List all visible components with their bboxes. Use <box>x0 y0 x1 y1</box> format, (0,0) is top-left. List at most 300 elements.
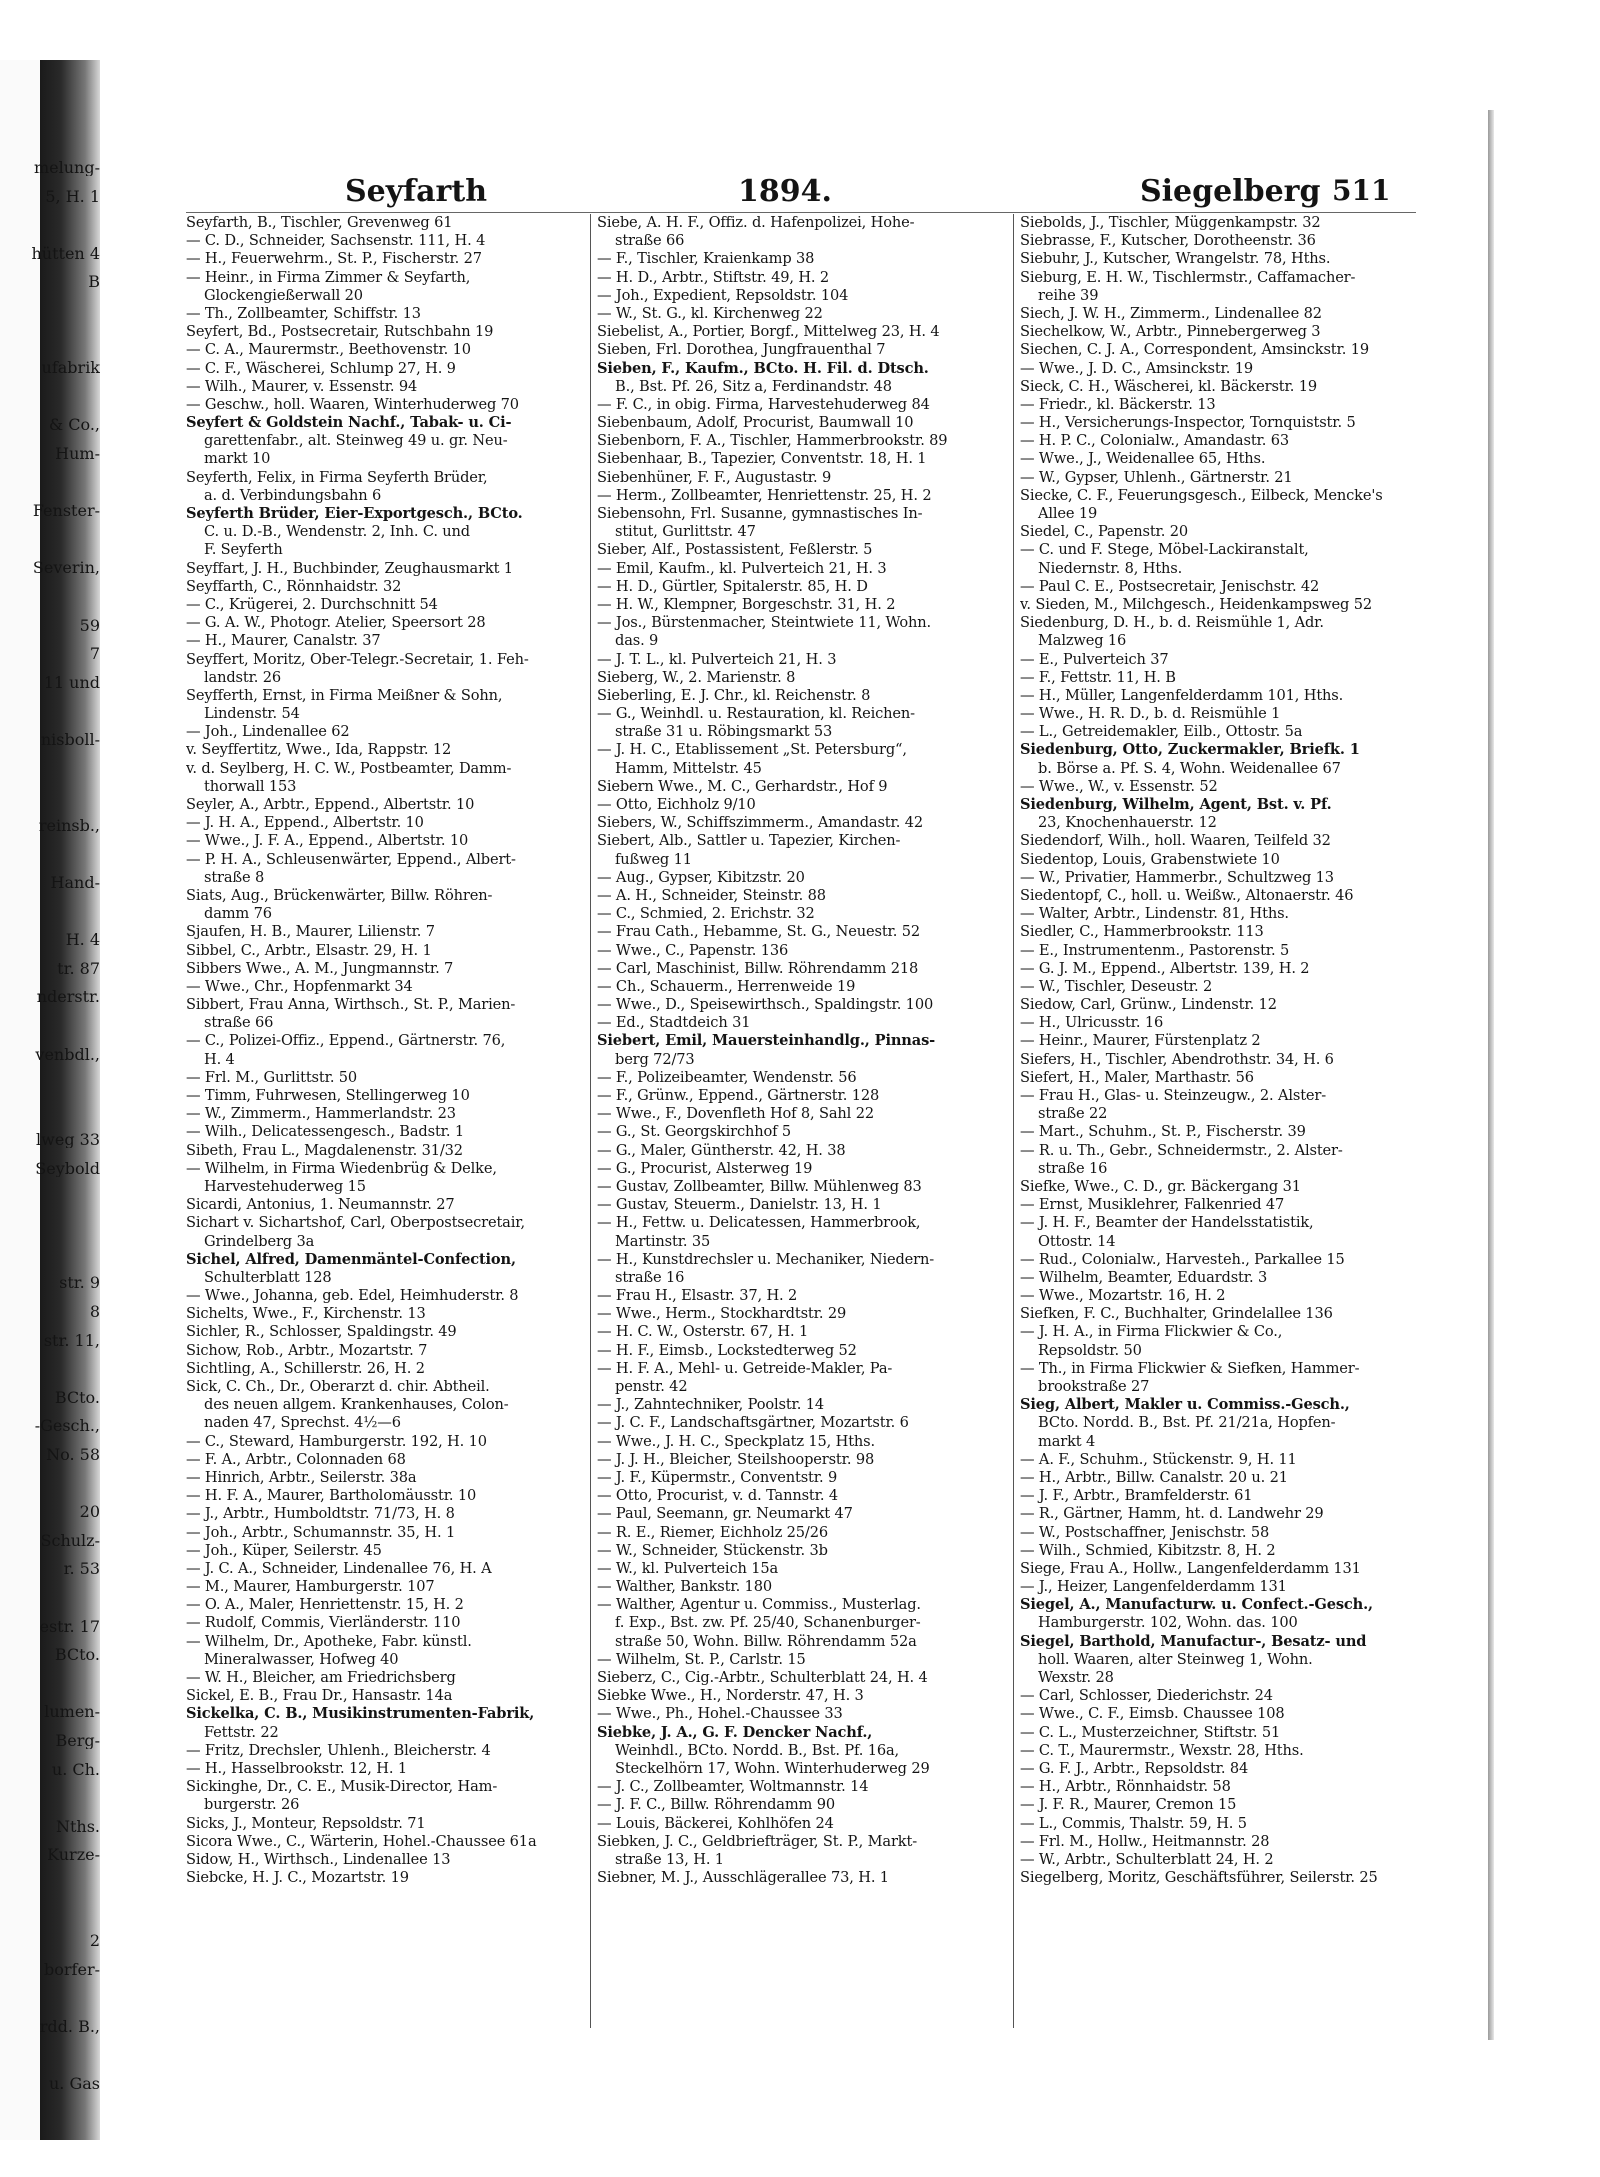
directory-line: Siedenburg, Wilhelm, Agent, Bst. v. Pf. <box>1020 796 1332 813</box>
directory-line: — F. A., Arbtr., Colonnaden 68 <box>186 1450 406 1468</box>
directory-line: Sicardi, Antonius, 1. Neumannstr. 27 <box>186 1196 455 1214</box>
left-page-fragment: 7 <box>89 646 100 663</box>
directory-line: Sieburg, E. H. W., Tischlermstr., Caffamacher- <box>1020 268 1356 286</box>
directory-line: — J. C., Zollbeamter, Woltmannstr. 14 <box>597 1778 869 1796</box>
directory-line: Sieber, Alf., Postassistent, Feßlerstr. 5 <box>597 541 873 559</box>
directory-line: Sibbel, C., Arbtr., Elsastr. 29, H. 1 <box>186 941 432 959</box>
directory-line: — H. D., Arbtr., Stiftstr. 49, H. 2 <box>597 268 830 286</box>
directory-line: Siebensohn, Frl. Susanne, gymnastisches In- <box>597 505 923 522</box>
directory-line: straße 66 <box>615 232 685 250</box>
directory-line: Siats, Aug., Brückenwärter, Billw. Röhren- <box>186 886 493 904</box>
directory-line: — C. D., Schneider, Sachsenstr. 111, H. 4 <box>186 232 486 250</box>
directory-line: Siebenhaar, B., Tapezier, Conventstr. 18, H. 1 <box>597 450 927 468</box>
directory-line: — H., Ulricusstr. 16 <box>1020 1014 1164 1032</box>
directory-line: Siechen, C. J. A., Correspondent, Amsinckstr. 19 <box>1020 341 1369 359</box>
left-page-fragment: Schulz- <box>40 1532 100 1549</box>
left-page-fragment: lweg 33 <box>36 1132 100 1149</box>
directory-line: — Wwe., J. H. C., Speckplatz 15, Hths. <box>597 1432 876 1450</box>
directory-line: Seyferth Brüder, Eier-Exportgesch., BCto. <box>186 505 523 522</box>
directory-line: — H., Kunstdrechsler u. Mechaniker, Niedern- <box>597 1250 935 1268</box>
directory-line: — Paul, Seemann, gr. Neumarkt 47 <box>597 1505 853 1523</box>
directory-line: — Aug., Gypser, Kibitzstr. 20 <box>597 868 805 886</box>
directory-line: Sieberg, W., 2. Marienstr. 8 <box>597 668 796 686</box>
directory-line: 23, Knochenhauerstr. 12 <box>1038 814 1217 832</box>
directory-line: Siefert, H., Maler, Marthastr. 56 <box>1020 1068 1254 1086</box>
directory-line: H. 4 <box>204 1050 235 1068</box>
directory-line: — Paul C. E., Postsecretair, Jenischstr. 42 <box>1020 577 1320 595</box>
directory-line: Sjaufen, H. B., Maurer, Lilienstr. 7 <box>186 923 435 941</box>
left-page-fragments <box>0 160 100 2093</box>
directory-line: — J. C. F., Landschaftsgärtner, Mozartstr. 6 <box>597 1414 909 1432</box>
directory-line: — G. J. M., Eppend., Albertstr. 139, H. 2 <box>1020 959 1310 977</box>
directory-line: Glockengießerwall 20 <box>204 286 363 304</box>
directory-line: BCto. Nordd. B., Bst. Pf. 21/21a, Hopfen- <box>1038 1414 1336 1432</box>
directory-line: Sichelts, Wwe., F., Kirchenstr. 13 <box>186 1305 426 1323</box>
directory-line: b. Börse a. Pf. S. 4, Wohn. Weidenallee 67 <box>1038 759 1341 777</box>
directory-line: — C. L., Musterzeichner, Stiftstr. 51 <box>1020 1723 1281 1741</box>
directory-line: — Rud., Colonialw., Harvesteh., Parkallee 15 <box>1020 1250 1345 1268</box>
directory-line: Sibbers Wwe., A. M., Jungmannstr. 7 <box>186 959 454 977</box>
directory-line: Siechelkow, W., Arbtr., Pinnebergerweg 3 <box>1020 323 1321 341</box>
directory-line: Harvestehuderweg 15 <box>204 1177 366 1195</box>
directory-line: Sidow, H., Wirthsch., Lindenallee 13 <box>186 1850 451 1868</box>
directory-line: — H. W., Klempner, Borgeschstr. 31, H. 2 <box>597 595 896 613</box>
directory-line: a. d. Verbindungsbahn 6 <box>204 486 382 504</box>
directory-line: — W., St. G., kl. Kirchenweg 22 <box>597 304 823 322</box>
left-page-fragment: borfer- <box>44 1961 100 1978</box>
directory-line: Sichow, Rob., Arbtr., Mozartstr. 7 <box>186 1341 428 1359</box>
directory-line: — Joh., Expedient, Repsoldstr. 104 <box>597 286 849 304</box>
directory-line: Siebenhüner, F. F., Augustastr. 9 <box>597 468 832 486</box>
directory-line: straße 16 <box>615 1268 685 1286</box>
header-first-entry: Seyfarth <box>345 174 488 209</box>
directory-line: — Walter, Arbtr., Lindenstr. 81, Hths. <box>1020 905 1289 923</box>
directory-line: straße 13, H. 1 <box>615 1850 724 1868</box>
left-page-fragment: 2 <box>89 1933 100 1950</box>
directory-line: C. u. D.-B., Wendenstr. 2, Inh. C. und <box>204 523 470 541</box>
directory-line: straße 8 <box>204 868 265 886</box>
directory-line: — Wilhelm, Dr., Apotheke, Fabr. künstl. <box>186 1632 472 1650</box>
directory-line: straße 22 <box>1038 1105 1108 1123</box>
directory-line: Grindelberg 3a <box>204 1232 315 1250</box>
directory-line: Siegelberg, Moritz, Geschäftsführer, Seilerstr. 25 <box>1020 1869 1378 1887</box>
directory-line: Siefken, F. C., Buchhalter, Grindelallee 136 <box>1020 1305 1333 1323</box>
directory-line: Siecke, C. F., Feuerungsgesch., Eilbeck, Mencke's <box>1020 486 1383 504</box>
directory-line: damm 76 <box>204 905 272 923</box>
directory-line: Wexstr. 28 <box>1038 1669 1114 1686</box>
directory-line: Siech, J. W. H., Zimmerm., Lindenallee 82 <box>1020 304 1322 322</box>
left-page-fragment: & Co., <box>48 417 100 434</box>
directory-line: — G., Maler, Güntherstr. 42, H. 38 <box>597 1141 846 1159</box>
directory-line: — Wilh., Delicatessengesch., Badstr. 1 <box>186 1123 465 1141</box>
left-page-fragment: str. 9 <box>59 1275 100 1292</box>
directory-line: — H. F. A., Maurer, Bartholomäusstr. 10 <box>186 1487 477 1505</box>
directory-line: Allee 19 <box>1038 505 1098 522</box>
directory-line: — J. F., Küpermstr., Conventstr. 9 <box>597 1468 838 1486</box>
directory-line: — H., Maurer, Canalstr. 37 <box>186 632 381 650</box>
directory-column-1 <box>186 214 583 2028</box>
left-page-fragment: ufabrik <box>41 360 100 377</box>
directory-line: — G. F. J., Arbtr., Repsoldstr. 84 <box>1020 1759 1249 1777</box>
left-page-fragment: u. Ch. <box>51 1761 100 1778</box>
directory-line: — Wwe., W., v. Essenstr. 52 <box>1020 777 1218 795</box>
directory-line: berg 72/73 <box>615 1050 695 1068</box>
page-edge <box>1488 110 1494 2040</box>
directory-line: markt 4 <box>1038 1432 1096 1450</box>
directory-column-2 <box>597 214 1007 2028</box>
left-page-fragment: 20 <box>79 1504 100 1521</box>
directory-line: — Gustav, Zollbeamter, Billw. Mühlenweg 83 <box>597 1177 922 1195</box>
directory-line: brookstraße 27 <box>1038 1378 1150 1395</box>
directory-line: Sickelka, C. B., Musikinstrumenten-Fabrik, <box>186 1705 535 1723</box>
directory-line: Siedendorf, Wilh., holl. Waaren, Teilfeld 32 <box>1020 832 1331 850</box>
directory-line: — F., Grünw., Eppend., Gärtnerstr. 128 <box>597 1087 880 1104</box>
directory-line: — Emil, Kaufm., kl. Pulverteich 21, H. 3 <box>597 559 887 577</box>
left-page-fragment: Severin, <box>32 560 100 577</box>
header-last-entry: Siegelberg <box>1140 174 1321 209</box>
directory-line: — Wilhelm, Beamter, Eduardstr. 3 <box>1020 1268 1268 1286</box>
left-page-fragment: melung- <box>33 160 100 176</box>
directory-line: — C. T., Maurermstr., Wexstr. 28, Hths. <box>1020 1741 1304 1759</box>
directory-line: naden 47, Sprechst. 4½—6 <box>204 1414 401 1432</box>
directory-line: — H., Arbtr., Rönnhaidstr. 58 <box>1020 1778 1231 1796</box>
directory-line: — W. H., Bleicher, am Friedrichsberg <box>186 1669 456 1686</box>
directory-line: Siebern Wwe., M. C., Gerhardstr., Hof 9 <box>597 777 888 795</box>
left-page-fragment: Hum- <box>55 446 100 462</box>
directory-line: — Geschw., holl. Waaren, Winterhuderweg 70 <box>186 395 519 413</box>
directory-line: — L., Getreidemakler, Eilb., Ottostr. 5a <box>1020 723 1303 741</box>
directory-line: — Wwe., F., Dovenfleth Hof 8, Sahl 22 <box>597 1105 874 1123</box>
directory-line: — J. H. C., Etablissement „St. Petersburg“, <box>597 741 907 759</box>
directory-line: — Wilh., Maurer, v. Essenstr. 94 <box>186 377 418 395</box>
directory-line: Sickel, E. B., Frau Dr., Hansastr. 14a <box>186 1687 453 1705</box>
directory-line: — E., Instrumentenm., Pastorenstr. 5 <box>1020 941 1290 959</box>
directory-line: — Jos., Bürstenmacher, Steintwiete 11, Wohn. <box>597 614 932 632</box>
directory-line: — H. P. C., Colonialw., Amandastr. 63 <box>1020 432 1289 450</box>
directory-line: Siebelist, A., Portier, Borgf., Mittelweg 23, H. 4 <box>597 323 940 341</box>
directory-line: — F., Fettstr. 11, H. B <box>1020 668 1176 686</box>
directory-line: — G., Procurist, Alsterweg 19 <box>597 1159 813 1177</box>
directory-line: straße 66 <box>204 1014 274 1032</box>
directory-line: — J. F., Arbtr., Bramfelderstr. 61 <box>1020 1487 1253 1505</box>
directory-line: Siebolds, J., Tischler, Müggenkampstr. 32 <box>1020 214 1321 231</box>
left-page-fragment: H. 4 <box>65 932 100 949</box>
directory-line: Siebenborn, F. A., Tischler, Hammerbrookstr. 89 <box>597 432 948 450</box>
directory-line: — Louis, Bäckerei, Kohlhöfen 24 <box>597 1814 834 1832</box>
directory-line: — W., Gypser, Uhlenh., Gärtnerstr. 21 <box>1020 468 1293 486</box>
header-rule <box>186 212 1416 213</box>
directory-line: — C., Steward, Hamburgerstr. 192, H. 10 <box>186 1432 487 1450</box>
page-header <box>150 174 1420 214</box>
directory-line: das. 9 <box>615 632 659 650</box>
directory-line: — J., Arbtr., Humboldtstr. 71/73, H. 8 <box>186 1505 455 1523</box>
directory-line: — Timm, Fuhrwesen, Stellingerweg 10 <box>186 1087 470 1104</box>
directory-line: — J. F. R., Maurer, Cremon 15 <box>1020 1796 1237 1814</box>
directory-line: — Otto, Procurist, v. d. Tannstr. 4 <box>597 1487 838 1505</box>
directory-line: Hamm, Mittelstr. 45 <box>615 759 762 777</box>
directory-line: Sibeth, Frau L., Magdalenenstr. 31/32 <box>186 1141 463 1159</box>
directory-line: Sieben, Frl. Dorothea, Jungfrauenthal 7 <box>597 341 886 359</box>
left-page-fragment: -Gesch., <box>34 1418 100 1435</box>
directory-line: Siege, Frau A., Hollw., Langenfelderdamm 131 <box>1020 1559 1361 1577</box>
directory-line: — Wwe., J., Weidenallee 65, Hths. <box>1020 450 1266 468</box>
directory-line: — Wilhelm, in Firma Wiedenbrüg & Delke, <box>186 1159 497 1177</box>
left-page-fragment: Fenster- <box>32 503 100 520</box>
directory-line: — R. E., Riemer, Eichholz 25/26 <box>597 1523 828 1541</box>
directory-line: Siebers, W., Schiffszimmerm., Amandastr. 42 <box>597 814 923 832</box>
directory-line: fußweg 11 <box>615 850 692 868</box>
directory-line: burgerstr. 26 <box>204 1796 300 1814</box>
column-rule-2 <box>1013 214 1014 2028</box>
left-page-fragment: rdd. B., <box>39 2019 100 2035</box>
directory-line: des neuen allgem. Krankenhauses, Colon- <box>204 1396 509 1414</box>
directory-line: holl. Waaren, alter Steinweg 1, Wohn. <box>1038 1650 1313 1668</box>
directory-line: Siegel, A., Manufacturw. u. Confect.-Gesch., <box>1020 1596 1373 1614</box>
directory-line: v. Seyffertitz, Wwe., Ida, Rappstr. 12 <box>186 741 452 759</box>
directory-line: — Gustav, Steuerm., Danielstr. 13, H. 1 <box>597 1196 882 1214</box>
directory-line: F. Seyferth <box>204 541 283 559</box>
directory-line: Siedentopf, C., holl. u. Weißw., Altonaerstr. 46 <box>1020 886 1354 904</box>
directory-line: B., Bst. Pf. 26, Sitz a, Ferdinandstr. 48 <box>615 377 892 395</box>
directory-line: Seyffart, J. H., Buchbinder, Zeughausmarkt 1 <box>186 559 513 577</box>
directory-line: — H., Müller, Langenfelderdamm 101, Hths. <box>1020 686 1344 704</box>
directory-line: — Wwe., Johanna, geb. Edel, Heimhuderstr. 8 <box>186 1287 519 1305</box>
directory-line: — Joh., Lindenallee 62 <box>186 723 350 741</box>
directory-line: Siebken, J. C., Geldbriefträger, St. P., Markt- <box>597 1832 917 1850</box>
directory-line: Siebert, Emil, Mauersteinhandlg., Pinnas- <box>597 1032 936 1050</box>
left-page-fragment: BCto. <box>54 1389 100 1406</box>
directory-line: Siefke, Wwe., C. D., gr. Bäckergang 31 <box>1020 1177 1301 1195</box>
directory-line: — Carl, Schlosser, Diederichstr. 24 <box>1020 1687 1273 1705</box>
directory-line: — Wwe., C., Papenstr. 136 <box>597 941 789 959</box>
directory-line: — Wwe., Ph., Hohel.-Chaussee 33 <box>597 1705 843 1723</box>
directory-line: — Hinrich, Arbtr., Seilerstr. 38a <box>186 1468 417 1486</box>
directory-line: — Walther, Agentur u. Commiss., Musterlag. <box>597 1596 921 1614</box>
directory-line: — W., Schneider, Stückenstr. 3b <box>597 1541 828 1559</box>
directory-line: — Th., in Firma Flickwier & Siefken, Hammer- <box>1020 1359 1360 1377</box>
directory-line: Martinstr. 35 <box>615 1232 711 1250</box>
directory-line: — C. und F. Stege, Möbel-Lackiranstalt, <box>1020 541 1309 559</box>
directory-line: Sieck, C. H., Wäscherei, kl. Bäckerstr. 19 <box>1020 377 1317 395</box>
left-page-fragment: venbdl., <box>35 1046 100 1063</box>
directory-line: Seyfferth, Ernst, in Firma Meißner & Sohn, <box>186 686 503 704</box>
directory-line: Sicks, J., Monteur, Repsoldstr. 71 <box>186 1814 426 1832</box>
directory-line: — Wwe., H. R. D., b. d. Reismühle 1 <box>1020 705 1281 723</box>
directory-line: — Frl. M., Hollw., Heitmannstr. 28 <box>1020 1832 1270 1850</box>
directory-line: garettenfabr., alt. Steinweg 49 u. gr. Neu- <box>204 432 508 450</box>
directory-line: — Herm., Zollbeamter, Henriettenstr. 25, H. 2 <box>597 486 932 504</box>
directory-line: landstr. 26 <box>204 668 282 686</box>
directory-line: v. d. Seylberg, H. C. W., Postbeamter, Damm- <box>186 759 512 777</box>
directory-line: Sieben, F., Kaufm., BCto. H. Fil. d. Dtsch. <box>597 359 929 377</box>
directory-column-3 <box>1020 214 1415 2028</box>
directory-line: — Wwe., J. D. C., Amsinckstr. 19 <box>1020 359 1254 377</box>
directory-line: — E., Pulverteich 37 <box>1020 650 1169 668</box>
directory-line: Siegel, Barthold, Manufactur-, Besatz- und <box>1020 1632 1367 1650</box>
directory-line: Seyffert, Moritz, Ober-Telegr.-Secretair, 1. Feh- <box>186 650 529 668</box>
directory-line: — H., Versicherungs-Inspector, Tornquiststr. 5 <box>1020 414 1356 432</box>
directory-line: thorwall 153 <box>204 777 297 795</box>
directory-line: Sichart v. Sichartshof, Carl, Oberpostsecretair, <box>186 1214 525 1232</box>
directory-line: — G., St. Georgskirchhof 5 <box>597 1123 791 1141</box>
directory-line: — G., Weinhdl. u. Restauration, kl. Reichen- <box>597 705 915 723</box>
directory-line: Siebenbaum, Adolf, Procurist, Baumwall 10 <box>597 414 914 432</box>
directory-line: — M., Maurer, Hamburgerstr. 107 <box>186 1578 435 1596</box>
directory-line: — Wilh., Schmied, Kibitzstr. 8, H. 2 <box>1020 1541 1276 1559</box>
directory-line: — J. H. A., Eppend., Albertstr. 10 <box>186 814 424 832</box>
directory-line: Siedel, C., Papenstr. 20 <box>1020 523 1189 541</box>
left-page-fragment: 8 <box>89 1304 100 1320</box>
column-rule-1 <box>590 214 591 2028</box>
directory-line: Malzweg 16 <box>1038 632 1127 650</box>
left-page-fragment: tr. 87 <box>57 960 100 977</box>
directory-line: Sicora Wwe., C., Wärterin, Hohel.-Chaussee 61a <box>186 1832 537 1850</box>
directory-line: Siebrasse, F., Kutscher, Dorotheenstr. 36 <box>1020 232 1316 250</box>
directory-line: — Carl, Maschinist, Billw. Röhrendamm 218 <box>597 959 919 977</box>
directory-line: — H., Fettw. u. Delicatessen, Hammerbrook, <box>597 1214 921 1232</box>
directory-line: Siebert, Alb., Sattler u. Tapezier, Kirchen- <box>597 832 901 850</box>
directory-line: Fettstr. 22 <box>204 1723 279 1741</box>
left-page-fragment: str. 11, <box>43 1332 100 1349</box>
directory-line: — Otto, Eichholz 9/10 <box>597 796 756 813</box>
directory-line: Repsoldstr. 50 <box>1038 1341 1142 1359</box>
directory-line: — Ed., Stadtdeich 31 <box>597 1014 751 1032</box>
directory-line: — W., kl. Pulverteich 15a <box>597 1559 779 1577</box>
left-page-fragment: Hand- <box>50 875 100 891</box>
directory-line: — F. C., in obig. Firma, Harvestehuderweg 84 <box>597 395 930 413</box>
directory-line: — Frau H., Elsastr. 37, H. 2 <box>597 1287 798 1305</box>
directory-line: — C., Krügerei, 2. Durchschnitt 54 <box>186 595 438 613</box>
left-page-fragment: No. 58 <box>46 1447 100 1463</box>
directory-line: markt 10 <box>204 450 271 468</box>
directory-line: Siebe, A. H. F., Offiz. d. Hafenpolizei, Hohe- <box>597 214 915 231</box>
directory-line: Steckelhörn 17, Wohn. Winterhuderweg 29 <box>615 1759 930 1777</box>
directory-line: — H. D., Gürtler, Spitalerstr. 85, H. D <box>597 577 868 595</box>
directory-line: Seyferth, Felix, in Firma Seyferth Brüder, <box>186 468 488 486</box>
directory-line: Sick, C. Ch., Dr., Oberarzt d. chir. Abtheil. <box>186 1378 490 1395</box>
directory-line: — H. F. A., Mehl- u. Getreide-Makler, Pa- <box>597 1359 893 1377</box>
directory-line: — W., Zimmerm., Hammerlandstr. 23 <box>186 1105 456 1123</box>
directory-line: — F., Tischler, Kraienkamp 38 <box>597 250 815 268</box>
header-year: 1894. <box>738 174 832 209</box>
left-page-fragment: BCto. <box>54 1647 100 1664</box>
left-page-fragment: Nths. <box>55 1818 100 1835</box>
directory-line: — Frau H., Glas- u. Steinzeugw., 2. Alster- <box>1020 1087 1327 1104</box>
directory-line: Siebcke, H. J. C., Mozartstr. 19 <box>186 1869 409 1887</box>
directory-line: — Wwe., Mozartstr. 16, H. 2 <box>1020 1287 1226 1305</box>
directory-line: Hamburgerstr. 102, Wohn. das. 100 <box>1038 1614 1298 1632</box>
left-page-fragment: Berg- <box>55 1733 100 1749</box>
left-page-fragment: 11 und <box>43 674 100 691</box>
directory-line: — L., Commis, Thalstr. 59, H. 5 <box>1020 1814 1247 1832</box>
directory-line: — Wilhelm, St. P., Carlstr. 15 <box>597 1650 806 1668</box>
directory-line: — W., Postschaffner, Jenischstr. 58 <box>1020 1523 1270 1541</box>
left-page-fragment: estr. 17 <box>39 1618 100 1635</box>
left-page-fragment: 5, H. 1 <box>45 188 100 205</box>
directory-line: stitut, Gurlittstr. 47 <box>615 523 756 541</box>
directory-line: Sibbert, Frau Anna, Wirthsch., St. P., Marien- <box>186 996 516 1014</box>
directory-line: Siedler, C., Hammerbrookstr. 113 <box>1020 923 1264 941</box>
directory-line: — A. F., Schuhm., Stückenstr. 9, H. 11 <box>1020 1450 1297 1468</box>
directory-line: — O. A., Maler, Henriettenstr. 15, H. 2 <box>186 1596 464 1614</box>
directory-line: Seyffarth, C., Rönnhaidstr. 32 <box>186 577 402 595</box>
directory-line: — J. C. A., Schneider, Lindenallee 76, H. A <box>186 1559 492 1577</box>
directory-line: Siefers, H., Tischler, Abendrothstr. 34, H. 6 <box>1020 1050 1334 1068</box>
directory-line: Siebke Wwe., H., Norderstr. 47, H. 3 <box>597 1687 864 1705</box>
directory-line: Siedenburg, D. H., b. d. Reismühle 1, Adr. <box>1020 614 1324 632</box>
directory-line: — H. C. W., Osterstr. 67, H. 1 <box>597 1323 809 1341</box>
directory-line: Seyler, A., Arbtr., Eppend., Albertstr. 10 <box>186 796 475 813</box>
directory-line: Seyfarth, B., Tischler, Grevenweg 61 <box>186 214 453 231</box>
directory-line: — J. H. F., Beamter der Handelsstatistik, <box>1020 1214 1314 1232</box>
directory-line: Seyfert, Bd., Postsecretair, Rutschbahn 19 <box>186 323 494 341</box>
directory-line: — Ernst, Musiklehrer, Falkenried 47 <box>1020 1196 1285 1214</box>
directory-line: straße 16 <box>1038 1159 1108 1177</box>
left-page-fragment: lumen- <box>44 1704 100 1721</box>
directory-line: Sichtling, A., Schillerstr. 26, H. 2 <box>186 1359 425 1377</box>
left-page-fragment: r. 53 <box>63 1561 100 1578</box>
directory-line: — Wwe., J. F. A., Eppend., Albertstr. 10 <box>186 832 469 850</box>
directory-line: Niedernstr. 8, Hths. <box>1038 559 1183 577</box>
left-page-fragment: nisboll- <box>40 732 100 748</box>
directory-line: — J. F. C., Billw. Röhrendamm 90 <box>597 1796 835 1814</box>
directory-line: Seyfert & Goldstein Nachf., Tabak- u. Ci- <box>186 414 512 432</box>
directory-line: Lindenstr. 54 <box>204 705 300 723</box>
left-page-fragment: nderstr. <box>36 989 100 1006</box>
directory-line: — W., Tischler, Deseustr. 2 <box>1020 977 1213 995</box>
directory-line: Siebner, M. J., Ausschlägerallee 73, H. 1 <box>597 1869 889 1887</box>
directory-line: straße 31 u. Röbingsmarkt 53 <box>615 723 833 741</box>
directory-line: — Wwe., C. F., Eimsb. Chaussee 108 <box>1020 1705 1285 1723</box>
directory-line: — H. F., Eimsb., Lockstedterweg 52 <box>597 1341 857 1359</box>
directory-line: — J., Heizer, Langenfelderdamm 131 <box>1020 1578 1287 1596</box>
directory-line: — Wwe., D., Speisewirthsch., Spaldingstr. 100 <box>597 996 934 1014</box>
directory-line: reihe 39 <box>1038 286 1099 304</box>
directory-line: — Heinr., Maurer, Fürstenplatz 2 <box>1020 1032 1261 1050</box>
directory-line: Ottostr. 14 <box>1038 1232 1116 1250</box>
directory-line: Sickinghe, Dr., C. E., Musik-Director, Ham- <box>186 1778 498 1796</box>
directory-line: straße 50, Wohn. Billw. Röhrendamm 52a <box>615 1632 917 1650</box>
directory-line: — R. u. Th., Gebr., Schneidermstr., 2. Alster- <box>1020 1141 1343 1159</box>
directory-line: — C., Schmied, 2. Erichstr. 32 <box>597 905 815 923</box>
directory-line: — C. F., Wäscherei, Schlump 27, H. 9 <box>186 359 456 377</box>
directory-line: Sichler, R., Schlosser, Spaldingstr. 49 <box>186 1323 457 1341</box>
left-page-fragment: Kurze- <box>47 1847 100 1864</box>
directory-line: Weinhdl., BCto. Nordd. B., Bst. Pf. 16a, <box>615 1741 900 1759</box>
directory-line: — J. H. A., in Firma Flickwier & Co., <box>1020 1323 1283 1341</box>
page-number: 511 <box>1332 174 1391 207</box>
directory-line: — J., Zahntechniker, Poolstr. 14 <box>597 1396 825 1414</box>
directory-line: — Ch., Schauerm., Herrenweide 19 <box>597 977 856 995</box>
left-page-fragment: 59 <box>79 617 100 634</box>
directory-line: Siedentop, Louis, Grabenstwiete 10 <box>1020 850 1280 868</box>
directory-line: — Walther, Bankstr. 180 <box>597 1578 772 1596</box>
directory-line: Schulterblatt 128 <box>204 1268 332 1286</box>
left-page-fragment: hütten 4 <box>31 245 100 262</box>
directory-line: Sieg, Albert, Makler u. Commiss.-Gesch., <box>1020 1396 1350 1414</box>
directory-line: — C. A., Maurermstr., Beethovenstr. 10 <box>186 341 471 359</box>
directory-line: — Fritz, Drechsler, Uhlenh., Bleicherstr. 4 <box>186 1741 491 1759</box>
directory-line: — W., Privatier, Hammerbr., Schultzweg 13 <box>1020 868 1334 886</box>
directory-line: — Mart., Schuhm., St. P., Fischerstr. 39 <box>1020 1123 1306 1141</box>
directory-line: — H., Feuerwehrm., St. P., Fischerstr. 27 <box>186 250 482 268</box>
directory-line: Siebke, J. A., G. F. Dencker Nachf., <box>597 1723 873 1741</box>
directory-line: — Joh., Arbtr., Schumannstr. 35, H. 1 <box>186 1523 456 1541</box>
directory-line: Sieberz, C., Cig.-Arbtr., Schulterblatt 24, H. 4 <box>597 1669 928 1686</box>
directory-line: — Friedr., kl. Bäckerstr. 13 <box>1020 395 1216 413</box>
directory-line: — Frau Cath., Hebamme, St. G., Neuestr. 52 <box>597 923 921 941</box>
left-page-fragment: Seybold <box>35 1161 100 1177</box>
